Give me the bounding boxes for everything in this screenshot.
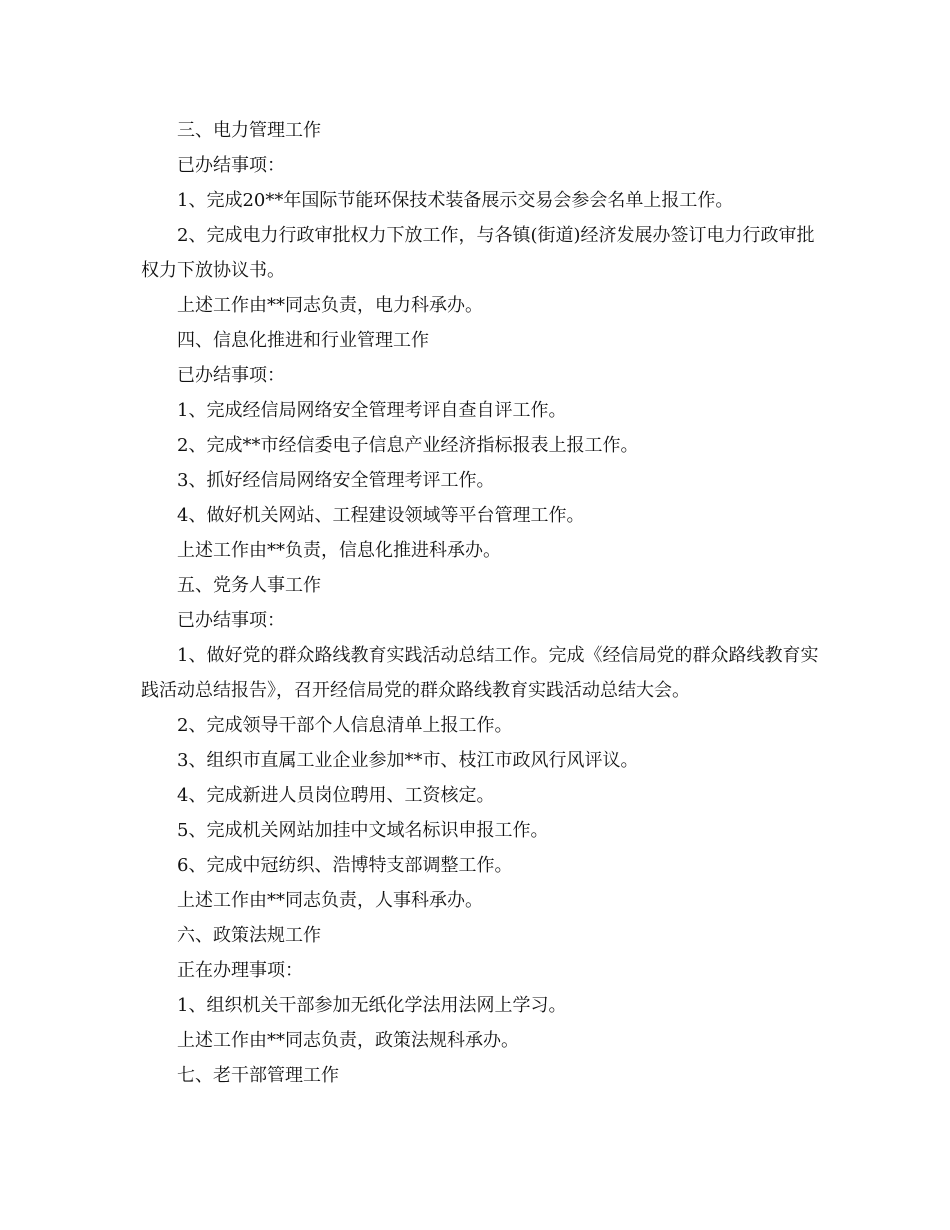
subheading-completed: 已办结事项：	[177, 155, 285, 176]
list-item: 4、完成新进人员岗位聘用、工资核定。	[177, 785, 495, 806]
responsibility-note: 上述工作由**同志负责，政策法规科承办。	[177, 1030, 519, 1051]
list-item: 3、组织市直属工业企业参加**市、枝江市政风行风评议。	[177, 750, 639, 771]
responsibility-note: 上述工作由**同志负责，人事科承办。	[177, 890, 483, 911]
list-item: 3、抓好经信局网络安全管理考评工作。	[177, 470, 495, 491]
list-item: 2、完成电力行政审批权力下放工作，与各镇(街道)经济发展办签订电力行政审批权力下放协议书。	[141, 225, 815, 281]
list-item: 1、组织机关干部参加无纸化学法用法网上学习。	[177, 995, 567, 1016]
subheading-completed: 已办结事项：	[177, 365, 285, 386]
section-heading-electric: 三、电力管理工作	[177, 120, 321, 141]
subheading-in-progress: 正在办理事项：	[177, 960, 303, 981]
list-item: 1、做好党的群众路线教育实践活动总结工作。完成《经信局党的群众路线教育实践活动总结报告》，召开经信局党的群众路线教育实践活动总结大会。	[141, 645, 819, 701]
list-item: 1、完成经信局网络安全管理考评自查自评工作。	[177, 400, 567, 421]
section-heading-party-personnel: 五、党务人事工作	[177, 575, 321, 596]
list-item: 5、完成机关网站加挂中文域名标识申报工作。	[177, 820, 549, 841]
list-item: 2、完成**市经信委电子信息产业经济指标报表上报工作。	[177, 435, 639, 456]
list-item: 6、完成中冠纺织、浩博特支部调整工作。	[177, 855, 513, 876]
section-heading-retired-cadres: 七、老干部管理工作	[177, 1065, 339, 1086]
section-heading-informatization: 四、信息化推进和行业管理工作	[177, 330, 429, 351]
section-heading-policy: 六、政策法规工作	[177, 925, 321, 946]
list-item: 1、完成20**年国际节能环保技术装备展示交易会参会名单上报工作。	[177, 190, 734, 211]
responsibility-note: 上述工作由**负责，信息化推进科承办。	[177, 540, 501, 561]
list-item: 2、完成领导干部个人信息清单上报工作。	[177, 715, 513, 736]
subheading-completed: 已办结事项：	[177, 610, 285, 631]
list-item: 4、做好机关网站、工程建设领域等平台管理工作。	[177, 505, 585, 526]
document-body	[141, 113, 821, 1093]
responsibility-note: 上述工作由**同志负责，电力科承办。	[177, 295, 483, 316]
